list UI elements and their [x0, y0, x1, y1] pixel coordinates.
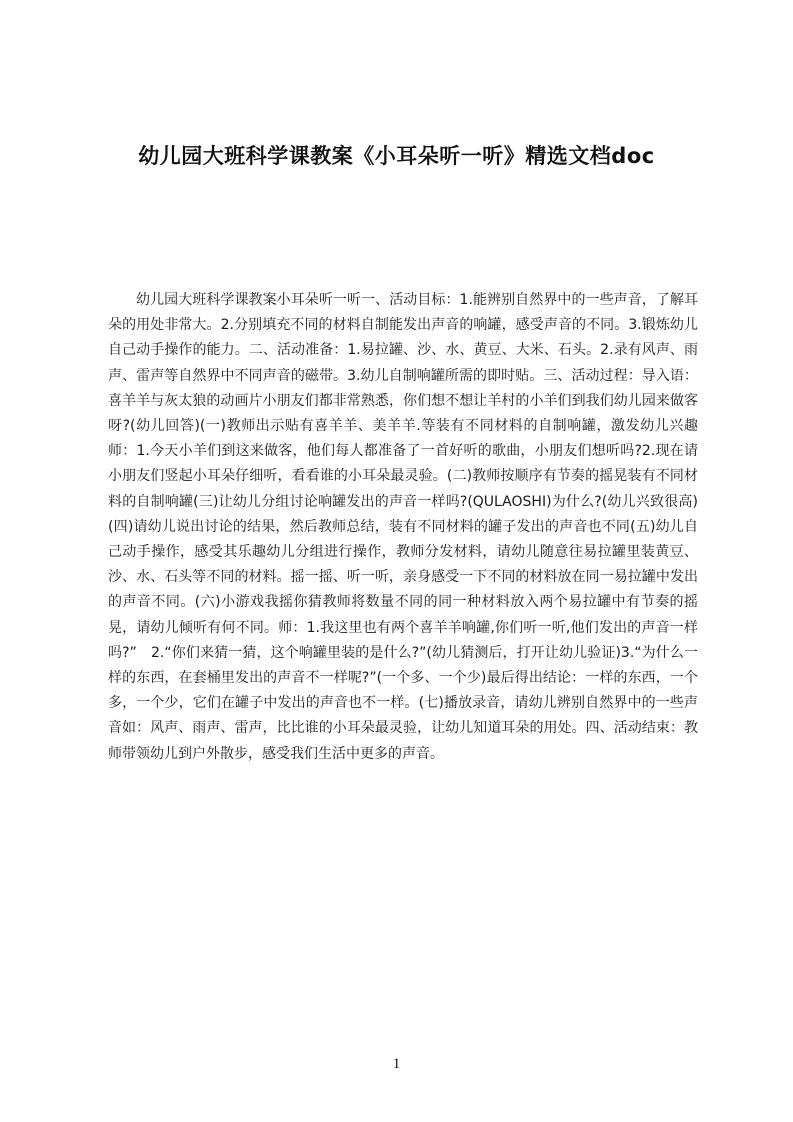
document-title: 幼儿园大班科学课教案《小耳朵听一听》精选文档doc	[138, 144, 655, 168]
document-body-paragraph: 幼儿园大班科学课教案小耳朵听一听一、活动目标：1.能辨别自然界中的一些声音，了解耳朵的用处非常大。2.分别填充不同的材料自制能发出声音的响罐，感受声音的不同。3.锻炼幼儿自己动手操作的能力。二、活动准备：1.易拉罐、沙、水、黄豆、大米、石头。2.录有风声、雨声、雷声等自然界中不同声音的磁带。3.幼儿自制响罐所需的即时贴。三、活动过程：导入语：喜羊羊与灰太狼的动画片小朋友们都非常熟悉，你们想不想让羊村的小羊们到我们幼儿园来做客呀?(幼儿回答)(一)教师出示贴有喜羊羊、美羊羊.等装有不同材料的自制响罐，激发幼儿兴趣师：1.今天小羊们到这来做客，他们每人都准备了一首好听的歌曲，小朋友们想听吗?2.现在请小朋友们竖起小耳朵仔细听，看看谁的小耳朵最灵验。(二)教师按顺序有节奏的摇晃装有不同材料的自制响罐(三)让幼儿分组讨论响罐发出的声音一样吗?(QULAOSHI)为什么?(幼儿兴致很高)(四)请幼儿说出讨论的结果，然后教师总结，装有不同材料的罐子发出的声音也不同(五)幼儿自己动手操作，感受其乐趣幼儿分组进行操作，教师分发材料，请幼儿随意往易拉罐里装黄豆、沙、水、石头等不同的材料。摇一摇、听一听，亲身感受一下不同的材料放在同一易拉罐中发出的声音不同。(六)小游戏我摇你猜教师将数量不同的同一种材料放入两个易拉罐中有节奏的摇晃，请幼儿倾听有何不同。师：1.我这里也有两个喜羊羊响罐,你们听一听,他们发出的声音一样吗?” 2.“你们来猜一猜，这个响罐里装的是什么?”(幼儿猜测后，打开让幼儿验证)3.“为什么一样的东西，在套桶里发出的声音不一样呢?”(一个多、一个少)最后得出结论：一样的东西，一个多，一个少，它们在罐子中发出的声音也不一样。(七)播放录音，请幼儿辨别自然界中的一些声音如：风声、雨声、雷声，比比谁的小耳朵最灵验，让幼儿知道耳朵的用处。四、活动结束：教师带领幼儿到户外散步，感受我们生活中更多的声音。	[108, 292, 698, 762]
page-number: 1	[392, 1056, 401, 1072]
